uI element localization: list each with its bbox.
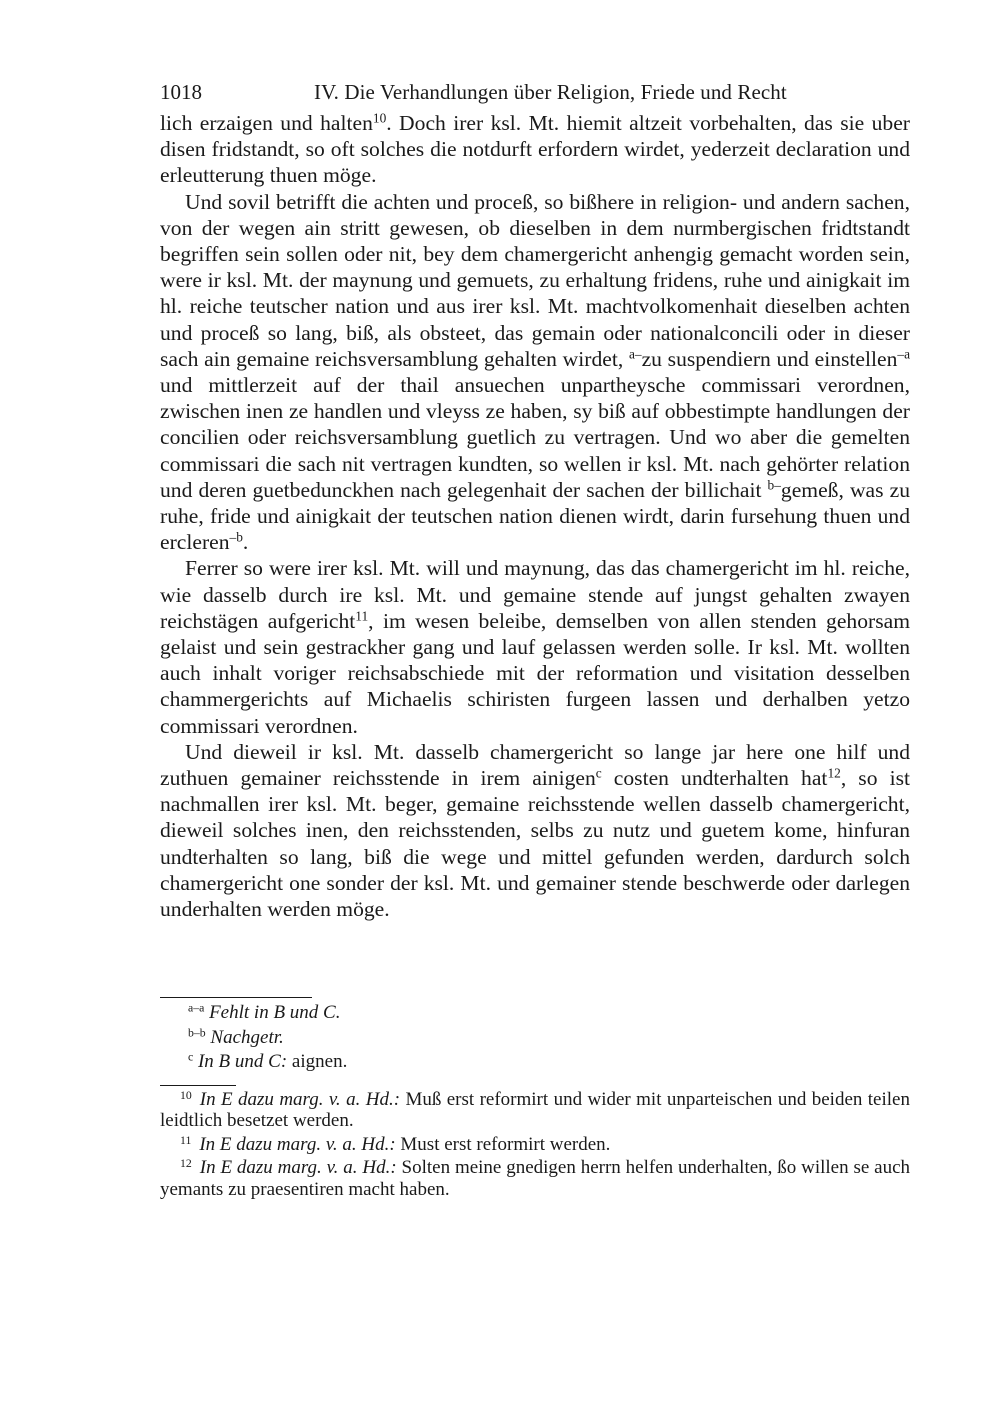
variant-mark-c[interactable]: c [595, 765, 602, 781]
footnote-ref-10[interactable]: 10 [372, 110, 387, 126]
text-run: lich erzaigen und halten [160, 111, 373, 135]
variant-mark-b-close[interactable]: –b [229, 529, 243, 545]
text-run: zu suspendiern und einstellen [641, 346, 898, 371]
page [160, 78, 910, 1202]
critical-apparatus [160, 1001, 910, 1075]
apparatus-entry-a [188, 1001, 910, 1026]
footnote-text: Muß erst reformirt und wider mit unparteischen und beiden teilen leidtlich besetzet werden. [160, 1088, 910, 1132]
text-run: Und sovil betrifft die achten und proceß, so bißhere in religion- und andern sachen, von der wegen ain stritt gewesen, ob dieselben in dem nurmbergischen fridtstandt begriffen sein sollen oder nit, bey dem chamergericht anhengig gemacht worden sein, were ir ksl. Mt. der maynung und gemuets, zu erhaltung fridens, ruhe und ainigkait im hl. reiche teutscher nation und aus irer ksl. Mt. machtvolkomenhait dieselben achten und proceß so lang, biß, als obsteet, das gemain oder nationalconcili oder in dieser sach ain gemaine reichsversamblung gehalten wirdet, [160, 189, 910, 371]
apparatus-rule [160, 997, 312, 998]
text-run: , so ist nachmallen irer ksl. Mt. beger, gemaine reichsstende wellen dasselb chamergericht, dieweil solches inen, den reichsstenden, selbs zu nutz und guetem kome, hinfuran undterhalten so lang, biß die wege und mittel gefunden werden, dardurch solch chamergericht one sonder der ksl. Mt. und gemainer stende beschwerde oder darlegen underhalten werden möge. [160, 766, 910, 922]
paragraph-2 [160, 189, 910, 556]
variant-mark-a-open[interactable]: a– [628, 346, 642, 362]
apparatus-entry-c [188, 1050, 910, 1075]
apparatus-mark: b–b [188, 1026, 206, 1040]
text-run: und mittlerzeit auf der thail ansuechen unpartheysche commissari verordnen, zwischen inen ze handlen und vleyss ze haben, sy biß auf obbestimpte handlungen der concilien oder reichsversamblung guetlich zu vertragen. Und wo aber die gemelten commissari die sach nit vertragen kundten, so wellen ir ksl. Mt. nach gehörter relation und deren guetbedunckhen nach gelegenhait der sachen der billichait [160, 373, 910, 502]
apparatus-note: Nachgetr. [210, 1026, 284, 1048]
footnote-text: Solten meine gnedigen herrn helfen underhalten, ßo willen se auch yemants zu praesentiren macht haben. [160, 1157, 910, 1200]
variant-mark-b-open[interactable]: b– [767, 477, 781, 493]
footnote-text: Must erst reformirt werden. [395, 1133, 611, 1155]
text-run: costen undterhalten hat [601, 766, 828, 791]
footnote-12 [160, 1157, 910, 1200]
apparatus-mark: c [188, 1050, 194, 1064]
paragraph-4 [160, 739, 910, 922]
apparatus-reading: aignen. [287, 1051, 348, 1073]
footnote-number: 12 [180, 1157, 192, 1171]
footnote-ref-12[interactable]: 12 [827, 765, 841, 781]
footnote-source: In E dazu marg. v. a. Hd.: [199, 1133, 396, 1155]
footnote-rule [160, 1085, 236, 1086]
variant-mark-a-close[interactable]: –a [897, 346, 910, 362]
text-run: , im wesen beleibe, demselben von allen stenden gehorsam gelaist und sein gestrackher gang und lauf gelassen werden solle. Ir ksl. Mt. wollten auch inhalt voriger reichsabschiede mit der reformation und visitation desselben chammergerichts auf Michaelis schiristen furgeen lassen und derhalben yetzo commissari verordnen. [160, 608, 910, 738]
footnote-source: In E dazu marg. v. a. Hd.: [199, 1157, 397, 1179]
running-head [160, 78, 910, 110]
footnote-number: 11 [180, 1133, 192, 1147]
footnote-11 [160, 1134, 910, 1156]
running-title: IV. Die Verhandlungen über Religion, Friede und Recht [314, 80, 787, 104]
text-run: Und dieweil ir ksl. Mt. dasselb chamergericht so lange jar here one hilf und zuthuen gemainer reichsstende in irem ainigen [160, 739, 910, 791]
footnotes [160, 1089, 910, 1201]
text-run: . [242, 530, 249, 555]
apparatus-mark: a–a [188, 1001, 205, 1015]
text-run: Ferrer so were irer ksl. Mt. will und maynung, das das chamergericht im hl. reiche, wie dasselb durch ire ksl. Mt. und gemaine stende auf jungst gehalten zwayen reichstägen aufgericht [160, 556, 910, 633]
paragraph-1 [160, 110, 910, 189]
footnote-10 [160, 1089, 910, 1132]
apparatus-note: Fehlt in B und C. [209, 1002, 341, 1024]
apparatus-entry-b [188, 1026, 910, 1051]
page-number: 1018 [160, 80, 202, 104]
footnote-source: In E dazu marg. v. a. Hd.: [199, 1088, 401, 1110]
footnote-ref-11[interactable]: 11 [355, 608, 369, 624]
text-run: . Doch irer ksl. Mt. hiemit altzeit vorbehalten, das sie uber disen fridstandt, so oft solches die notdurft erfordern wirdet, yederzeit declaration und erleutterung thuen möge. [160, 111, 910, 188]
body-text [160, 110, 910, 922]
text-run: gemeß, was zu ruhe, fride und ainigkait der teutschen nation dienen wirdt, darin fursehung thuen und ercleren [160, 477, 910, 555]
paragraph-3 [160, 555, 910, 738]
footnote-number: 10 [180, 1088, 192, 1102]
apparatus-note: In B und C: [197, 1051, 288, 1073]
